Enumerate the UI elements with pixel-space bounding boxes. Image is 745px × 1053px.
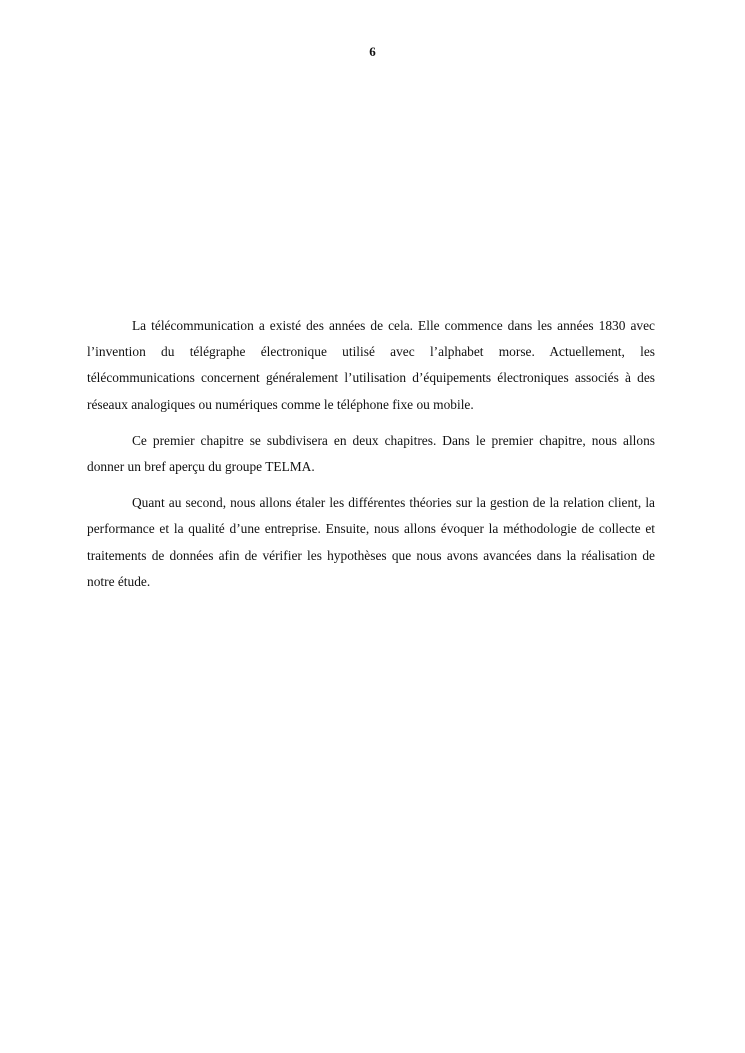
body-text <box>87 313 655 605</box>
paragraph-intro: La télécommunication a existé des années de cela. Elle commence dans les années 1830 avec l’invention du télégraphe électronique utilisé avec l’alphabet morse. Actuellement, les télécommunications concernent généralement l’utilisation d’équipements électroniques associés à des réseaux analogiques ou numériques comme le téléphone fixe ou mobile. <box>87 318 655 412</box>
paragraph-second-chapter: Quant au second, nous allons étaler les différentes théories sur la gestion de la relation client, la performance et la qualité d’une entreprise. Ensuite, nous allons évoquer la méthodologie de collecte et traitements de données afin de vérifier les hypothèses que nous avons avancées dans la réalisation de notre étude. <box>87 495 655 589</box>
paragraph-chapter-outline: Ce premier chapitre se subdivisera en deux chapitres. Dans le premier chapitre, nous allons donner un bref aperçu du groupe TELMA. <box>87 432 655 475</box>
page-number: 6 <box>369 44 376 59</box>
